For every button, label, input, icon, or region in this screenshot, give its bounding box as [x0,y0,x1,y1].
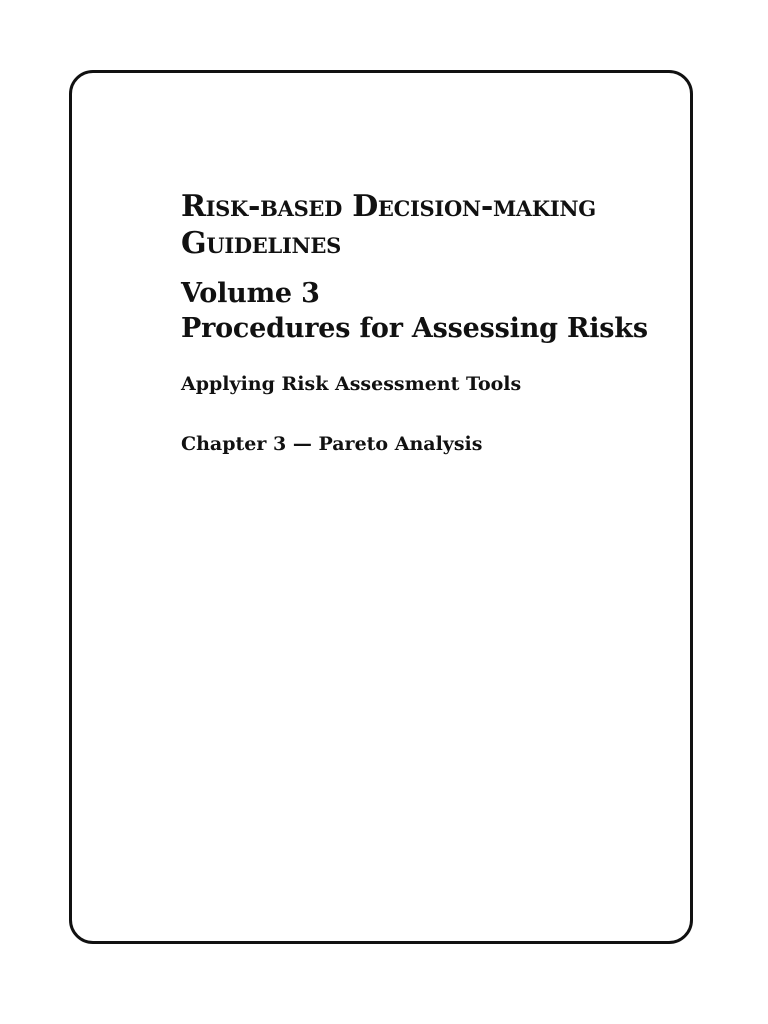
document-title-line-1: Risk-based Decision-making [181,189,596,224]
volume-subtitle: Procedures for Assessing Risks [181,313,648,344]
chapter-heading: Chapter 3 — Pareto Analysis [181,433,483,455]
section-heading: Applying Risk Assessment Tools [181,373,522,395]
document-title-line-2: Guidelines [181,226,341,261]
volume-number: Volume 3 [181,278,320,309]
cover-content [181,188,681,457]
document-title [181,188,681,262]
volume-heading [181,276,681,346]
